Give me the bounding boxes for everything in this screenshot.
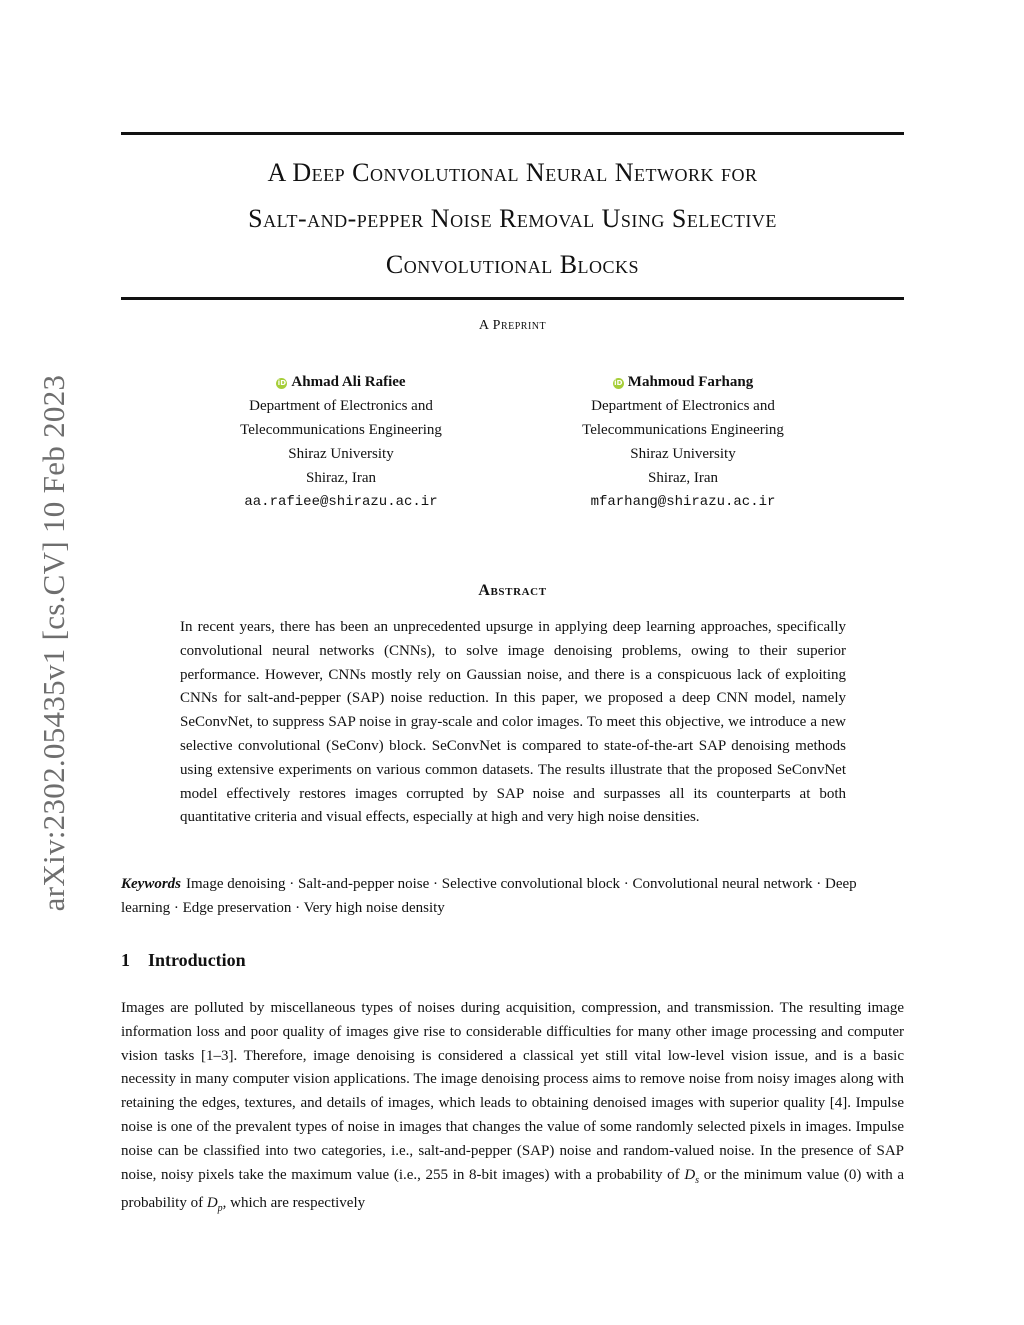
math-base: D	[206, 1195, 218, 1212]
title-top-rule	[121, 132, 904, 135]
intro-text-end: , which are respectively	[222, 1195, 366, 1212]
author-email[interactable]: aa.rafiee@shirazu.ac.ir	[244, 494, 438, 510]
math-subscript: p	[217, 1203, 223, 1215]
preprint-label: A Preprint	[478, 318, 547, 333]
author-name: Mahmoud Farhang	[627, 374, 754, 390]
title-bottom-rule	[121, 297, 904, 300]
author-location: Shiraz, Iran	[306, 470, 376, 486]
keywords-label: Keywords	[121, 876, 181, 892]
math-subscript: s	[695, 1174, 700, 1186]
title-line-2: Salt-and-pepper Noise Removal Using Selective	[248, 204, 777, 233]
author-department: Telecommunications Engineering	[240, 422, 442, 438]
author-email[interactable]: mfarhang@shirazu.ac.ir	[590, 494, 776, 510]
orcid-icon[interactable]: iD	[277, 379, 287, 387]
abstract-text: In recent years, there has been an unprecedented upsurge in applying deep learning approaches, specifically convolutional neural networks (CNNs), to solve image denoising problems, owing to their superior performance. However, CNNs mostly rely on Gaussian noise, and there is a conspicuous lack of exploiting CNNs for salt-and-pepper (SAP) noise reduction. In this paper, we proposed a deep CNN model, namely SeConvNet, to suppress SAP noise in gray-scale and color images. To meet this objective, we introduce a new selective convolutional (SeConv) block. SeConvNet is compared to state-of-the-art SAP denoising methods using extensive experiments on various common datasets. The results illustrate that the proposed SeConvNet model effectively restores images corrupted by SAP noise and surpasses all its counterparts at both quantitative criteria and visual effects, especially at high and very high noise densities.	[180, 619, 846, 826]
title-line-1: A Deep Convolutional Neural Network for	[267, 158, 758, 187]
orcid-icon[interactable]: iD	[614, 379, 623, 387]
math-base: D	[684, 1166, 696, 1183]
author-block	[191, 370, 491, 514]
author-location: Shiraz, Iran	[648, 470, 718, 486]
author-department: Department of Electronics and	[249, 398, 433, 414]
keywords	[121, 872, 904, 920]
author-university: Shiraz University	[630, 446, 736, 462]
keywords-list: Image denoising · Salt-and-pepper noise · Selective convolutional block · Convolutional neural network · Deep learning · Edge preservation · Very high noise density	[121, 876, 857, 916]
paper-title	[121, 150, 904, 288]
intro-text-main: Images are polluted by miscellaneous types of noises during acquisition, compression, and transmission. The resulting image information loss and poor quality of images give rise to considerable difficulties for many other image processing and computer vision tasks [1–3]. Therefore, image denoising is considered a classical yet still vital low-level vision issue, and is a basic necessity in many computer vision applications. The image denoising process aims to remove noise from noisy images along with retaining the edges, textures, and details of images, which leads to obtaining denoised images with superior quality [4]. Impulse noise is one of the prevalent types of noise in images that changes the value of some randomly selected pixels in images. Impulse noise can be classified into two categories, i.e., salt-and-pepper (SAP) noise and random-valued noise. In the presence of SAP noise, noisy pixels take the maximum value (i.e., 255 in 8-bit images) with a probability of	[121, 1000, 904, 1183]
author-block	[533, 370, 833, 514]
author-department: Department of Electronics and	[591, 398, 775, 414]
author-department: Telecommunications Engineering	[582, 422, 784, 438]
intro-text-mid: or the minimum value (0) with a probability of	[121, 1166, 904, 1212]
arxiv-identifier: arXiv:2302.05435v1 [cs.CV] 10 Feb 2023	[36, 374, 71, 912]
section-heading	[121, 950, 246, 971]
abstract-heading: Abstract	[478, 582, 547, 599]
math-d-s	[684, 1166, 700, 1186]
math-d-p	[206, 1195, 223, 1215]
section-number: 1	[121, 950, 130, 970]
author-name: Ahmad Ali Rafiee	[291, 374, 406, 390]
title-line-3: Convolutional Blocks	[385, 250, 640, 279]
author-university: Shiraz University	[288, 446, 394, 462]
section-title: Introduction	[148, 950, 246, 970]
introduction-text	[121, 997, 904, 1221]
